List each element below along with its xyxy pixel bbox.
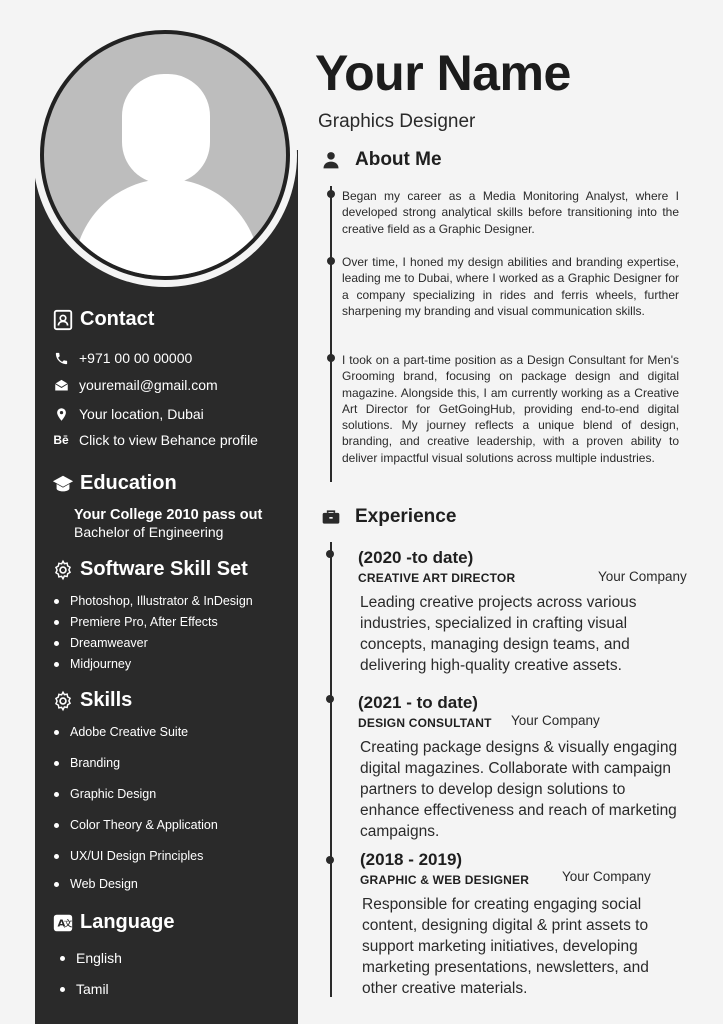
envelope-icon [53,377,69,393]
about-paragraph: Over time, I honed my design abilities and branding expertise, leading me to Dubai, where I worked as a Graphic Designer for a company specializing in rides and ferris wheels, further sharpening my branding and visual communication skills. [342,255,679,318]
about-paragraph: I took on a part-time position as a Design Consultant for Men's Grooming brand, focusing on package design and digital magazine. Alongside this, I am currently working as a Creative Art Director for GetGoingHub, providing end-to-end digital solutions. My journey reflects a unique blend of design, branding, and creative leadership, with a proven ability to deliver impactful visual solutions across multiple industries. [342,353,679,465]
software-item: Premiere Pro, After Effects [54,615,218,629]
avatar-torso [74,179,260,280]
gear-icon [52,559,74,581]
skill-item: Branding [54,756,120,770]
avatar-head [122,74,210,184]
profile-photo-placeholder [40,30,290,280]
skill-item: Web Design [54,877,138,891]
timeline-dot [327,190,335,198]
phone-icon [53,350,69,366]
timeline-dot [327,354,335,362]
job-date: (2018 - 2019) [360,850,463,869]
timeline-dot [326,550,334,558]
translate-icon [52,912,74,934]
about-paragraph: Began my career as a Media Monitoring Analyst, where I developed strong analytical skills before transitioning into the creative field as a Graphic Designer. [342,189,679,236]
experience-heading: Experience [321,506,456,528]
job-company: Your Company [562,869,651,884]
behance-icon: Bē [53,433,69,447]
graduation-cap-icon [52,473,74,495]
contact-phone[interactable]: +971 00 00 00000 [53,350,192,366]
contact-email[interactable]: youremail@gmail.com [53,377,218,393]
software-heading: Software Skill Set [52,558,248,581]
job-company: Your Company [598,569,687,584]
contact-behance[interactable]: Bē Click to view Behance profile [53,432,258,448]
candidate-role: Graphics Designer [318,111,476,132]
skills-heading: Skills [52,689,132,712]
language-item: Tamil [60,981,109,997]
job-description: Creating package designs & visually engaging digital magazines. Collaborate with campaign partners to develop design solutions to enhance effectiveness and reach of marketing campaigns. [360,739,678,840]
timeline-dot [327,257,335,265]
person-icon [321,150,341,170]
contact-card-icon [52,309,74,331]
skill-item: Adobe Creative Suite [54,725,188,739]
job-description: Leading creative projects across various industries, specialized in crafting visual concepts, managing design teams, and delivering high-quality creative assets. [360,594,637,674]
software-item: Dreamweaver [54,636,148,650]
briefcase-icon [321,507,341,527]
contact-heading: Contact [52,308,154,331]
language-heading: A 文 Language [52,911,174,934]
language-item: English [60,950,122,966]
skill-item: UX/UI Design Principles [54,849,203,863]
svg-text:A: A [57,918,66,930]
gear-icon [52,690,74,712]
job-title: GRAPHIC & WEB DESIGNER [360,873,530,887]
about-heading: About Me [321,149,442,171]
location-pin-icon [53,406,69,422]
job-description: Responsible for creating engaging social content, designing digital & print assets to support marketing initiatives, developing marketing presentations, newsletters, and other creative materials. [362,896,649,997]
timeline-dot [326,695,334,703]
job-date: (2021 - to date) [358,693,478,712]
about-timeline-line [330,186,332,482]
candidate-name: Your Name [315,45,571,101]
software-item: Midjourney [54,657,131,671]
job-company: Your Company [511,713,600,728]
skill-item: Graphic Design [54,787,156,801]
experience-timeline-line [330,542,332,997]
job-title: DESIGN CONSULTANT [358,716,492,730]
education-heading: Education [52,472,177,495]
job-date: (2020 -to date) [358,548,474,567]
education-school: Your College 2010 pass out [74,507,263,523]
svg-text:文: 文 [63,918,73,929]
timeline-dot [326,856,334,864]
software-item: Photoshop, Illustrator & InDesign [54,594,253,608]
job-title: CREATIVE ART DIRECTOR [358,571,516,585]
skill-item: Color Theory & Application [54,818,218,832]
education-degree: Bachelor of Engineering [74,524,224,540]
contact-location: Your location, Dubai [53,406,204,422]
